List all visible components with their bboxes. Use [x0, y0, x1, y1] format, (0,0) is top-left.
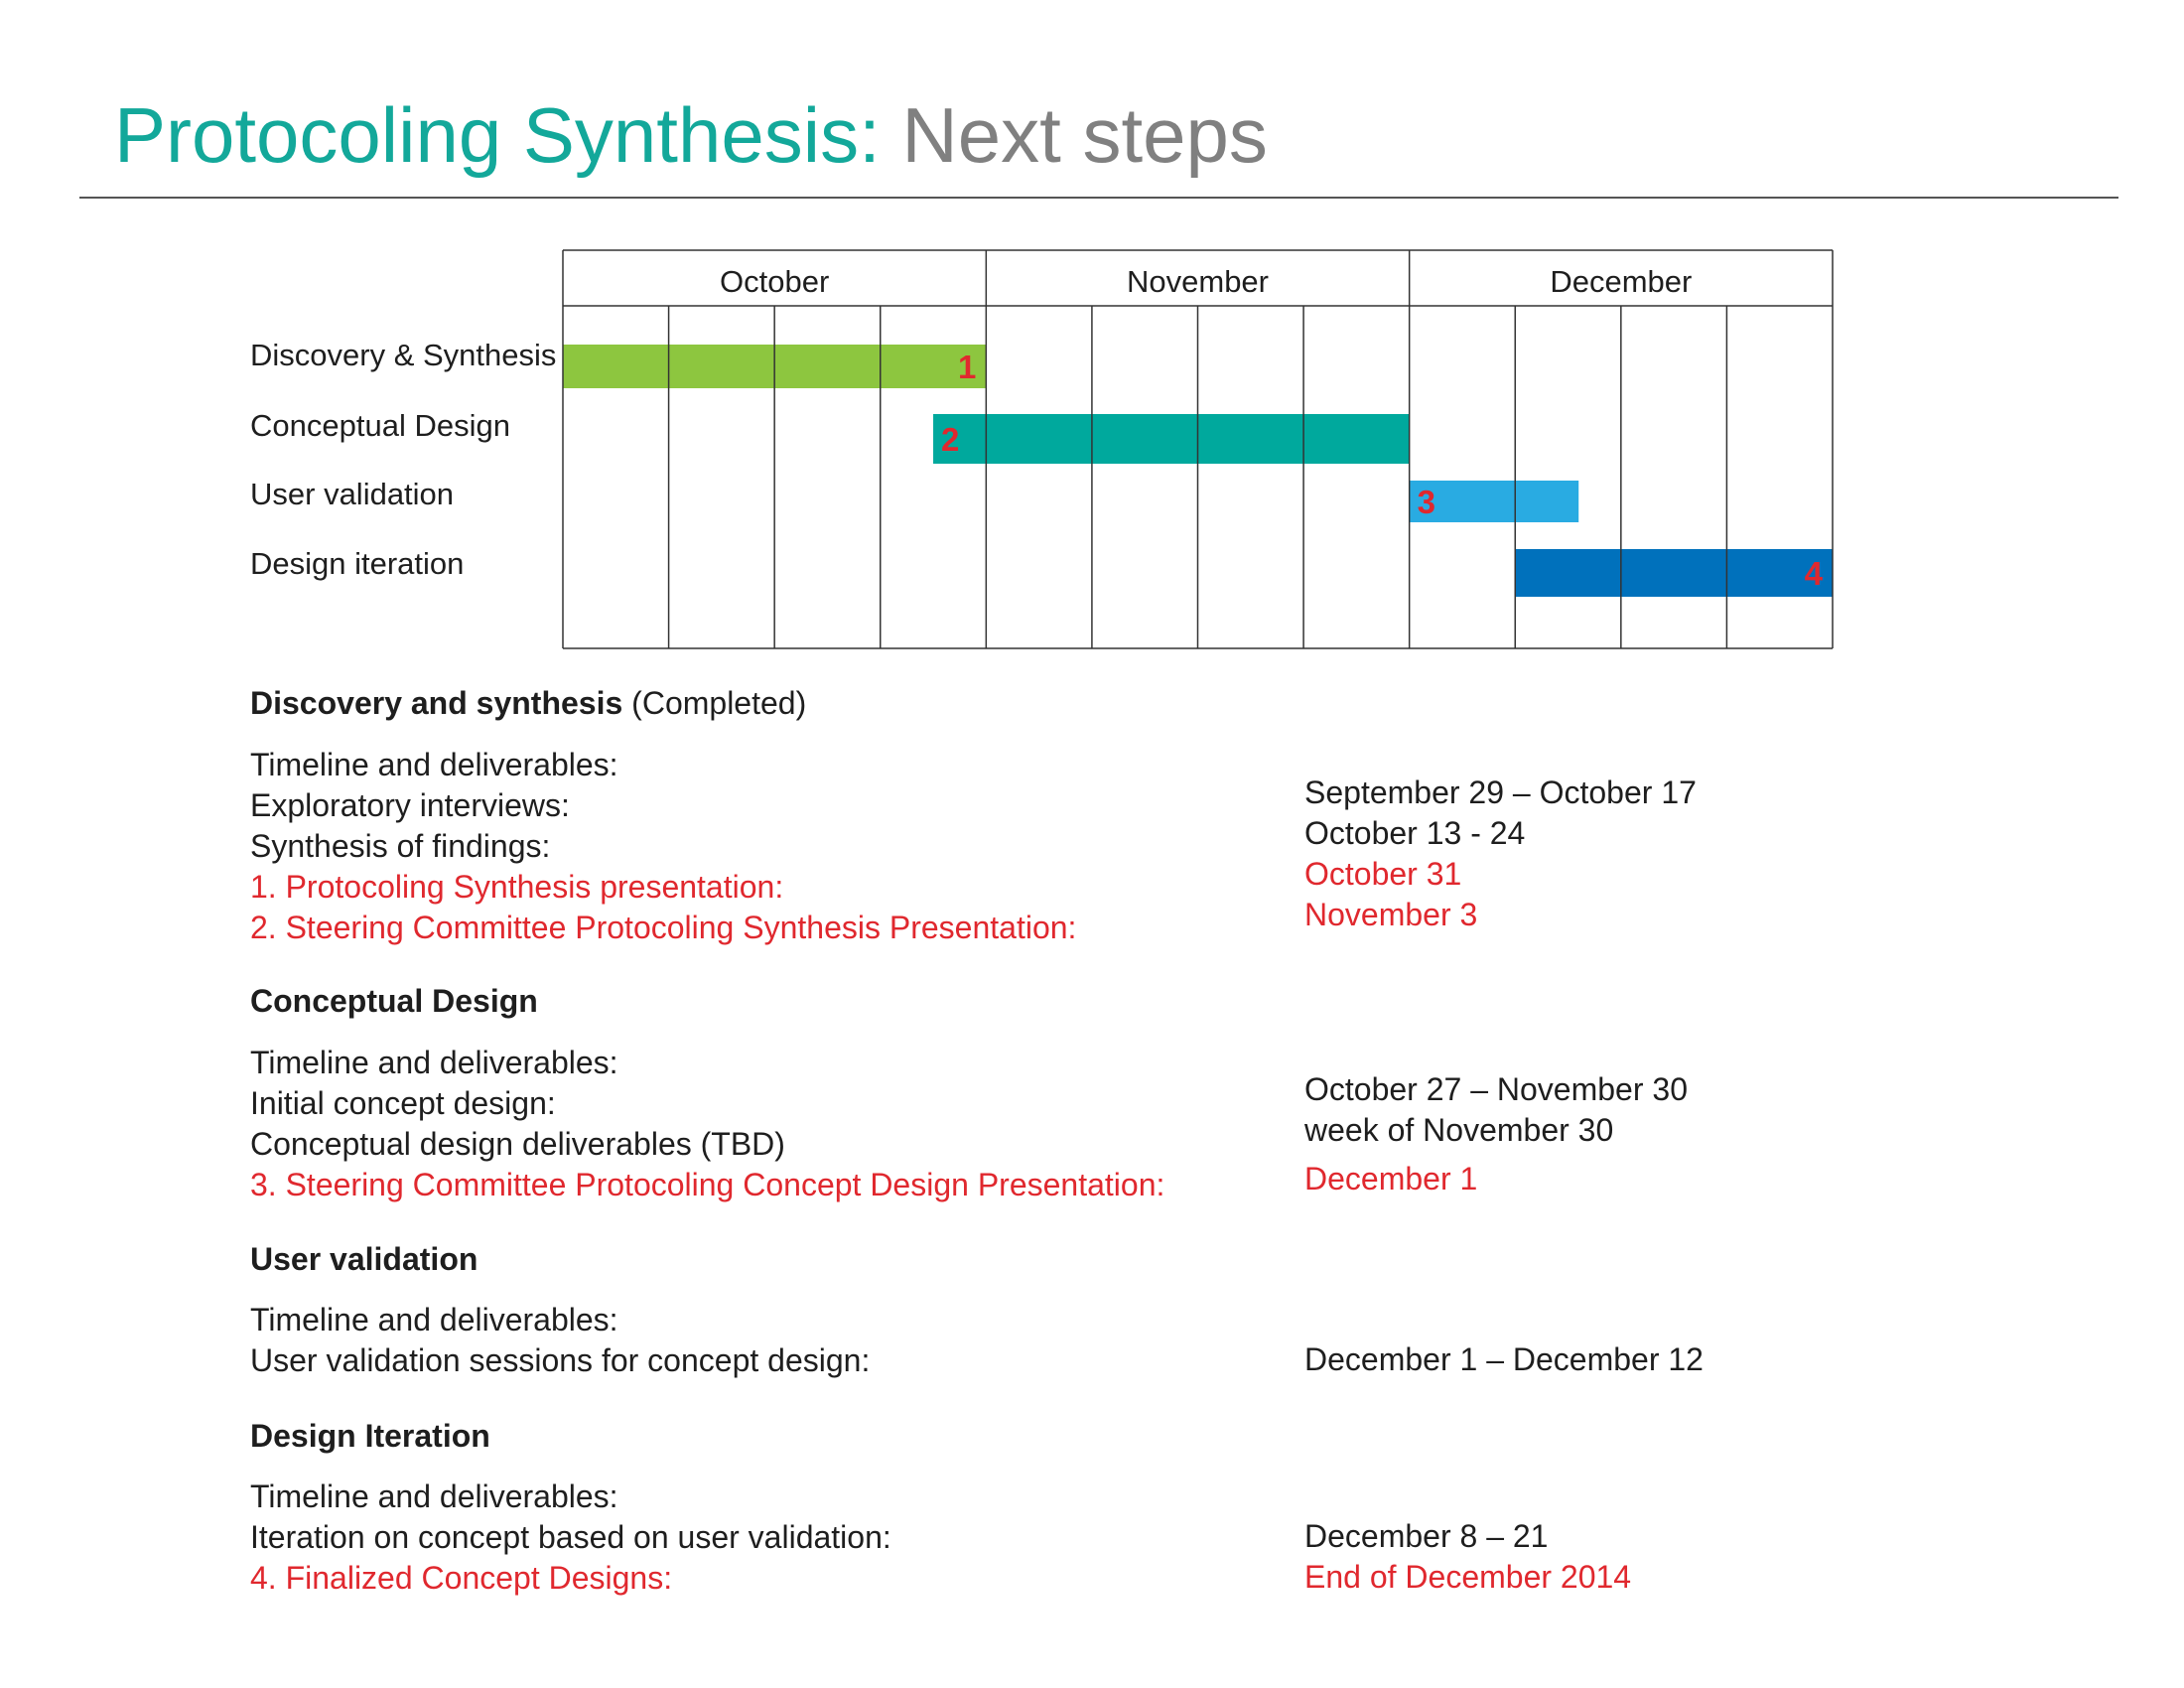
deliverable-2: 2. Steering Committee Protocoling Synthesis Presentation:: [250, 910, 1077, 945]
gantt-row-label: Conceptual Design: [250, 408, 510, 443]
list-item: Conceptual design deliverables (TBD): [250, 1126, 785, 1162]
gantt-bar-marker: 4: [1804, 555, 1823, 592]
section-title-discovery: [250, 685, 806, 722]
list-item: User validation sessions for concept design:: [250, 1342, 871, 1378]
date-deliverable-1: October 31: [1304, 856, 1462, 892]
deliverable-3: 3. Steering Committee Protocoling Concept Design Presentation:: [250, 1167, 1165, 1202]
list-item: Timeline and deliverables:: [250, 1478, 618, 1514]
gantt-chart: [0, 0, 2184, 695]
title-subtitle: Next steps: [901, 91, 1268, 179]
gantt-bar-marker: 3: [1417, 484, 1436, 520]
title-main: Protocoling Synthesis:: [114, 91, 881, 179]
validation-dates: [1304, 1339, 1704, 1380]
date-deliverable-2: November 3: [1304, 897, 1478, 932]
date-item: October 27 – November 30: [1304, 1071, 1688, 1107]
gantt-bar-marker: 2: [941, 421, 960, 458]
discovery-dates: [1304, 773, 1697, 935]
section-title-validation: User validation: [250, 1241, 478, 1277]
date-item: week of November 30: [1304, 1112, 1614, 1148]
gantt-row-label: Discovery & Synthesis: [250, 338, 557, 372]
date-deliverable-4: End of December 2014: [1304, 1559, 1632, 1595]
conceptual-dates: [1304, 1069, 1688, 1199]
date-item: December 8 – 21: [1304, 1518, 1549, 1554]
section-title-conceptual: Conceptual Design: [250, 983, 538, 1019]
date-item: September 29 – October 17: [1304, 774, 1697, 810]
gantt-bar: [933, 414, 1410, 464]
iteration-list: [250, 1477, 891, 1599]
list-item: Initial concept design:: [250, 1085, 556, 1121]
deliverable-1: 1. Protocoling Synthesis presentation:: [250, 869, 784, 905]
validation-list: [250, 1300, 870, 1381]
gantt-month-label: October: [720, 264, 830, 299]
section-status-note: (Completed): [631, 685, 807, 721]
discovery-list: [250, 745, 1076, 948]
gantt-bar: [1515, 549, 1833, 597]
gantt-month-label: December: [1550, 264, 1693, 299]
conceptual-list: [250, 1043, 1164, 1205]
list-item: Timeline and deliverables:: [250, 1045, 618, 1080]
gantt-month-label: November: [1127, 264, 1269, 299]
section-title-discovery-text: Discovery and synthesis: [250, 685, 623, 721]
date-item: December 1 – December 12: [1304, 1341, 1704, 1377]
gantt-bar-marker: 1: [957, 349, 977, 385]
deliverable-4: 4. Finalized Concept Designs:: [250, 1560, 673, 1596]
list-item: Iteration on concept based on user validation:: [250, 1519, 891, 1555]
date-deliverable-3: December 1: [1304, 1161, 1478, 1196]
date-item: October 13 - 24: [1304, 815, 1526, 851]
list-item: Timeline and deliverables:: [250, 747, 618, 782]
section-title-iteration: Design Iteration: [250, 1418, 490, 1454]
list-item: Timeline and deliverables:: [250, 1302, 618, 1337]
gantt-row-label: User validation: [250, 477, 455, 511]
gantt-row-label: Design iteration: [250, 546, 465, 581]
iteration-dates: [1304, 1516, 1631, 1598]
list-item: Synthesis of findings:: [250, 828, 551, 864]
list-item: Exploratory interviews:: [250, 787, 570, 823]
